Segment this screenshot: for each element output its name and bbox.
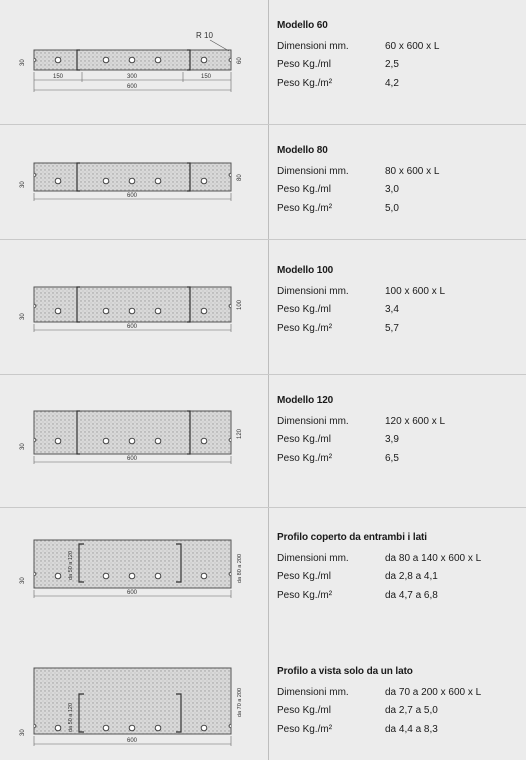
spec-value: da 70 a 200 x 600 x L	[385, 686, 482, 698]
spec-label: Peso Kg./m²	[277, 723, 333, 735]
inner-height-label: da 50 a 120	[68, 550, 74, 580]
spec-label: Dimensioni mm.	[277, 415, 349, 427]
dim-label: 300	[126, 74, 138, 80]
section-modello-60	[0, 0, 526, 124]
model-title: Modello 100	[277, 265, 334, 276]
panel-body	[34, 668, 231, 734]
spec-label: Peso Kg./m²	[277, 77, 333, 89]
total-width-label: 600	[126, 84, 138, 90]
spec-label: Dimensioni mm.	[277, 285, 349, 297]
spec-value: 3,4	[385, 304, 399, 316]
profile-drawing-vista	[0, 642, 268, 760]
spec-value: da 2,8 a 4,1	[385, 571, 438, 583]
height-label: da 80 a 200	[237, 553, 243, 583]
spec-value: da 2,7 a 5,0	[385, 705, 438, 717]
model-title: Profilo coperto da entrambi i lati	[277, 532, 427, 543]
total-width-label: 600	[126, 324, 138, 330]
spec-value: 120 x 600 x L	[385, 415, 446, 427]
spec-value: 5,0	[385, 202, 399, 214]
section-modello-100	[0, 240, 526, 374]
radius-label: R 10	[196, 31, 213, 40]
section-modello-120	[0, 375, 526, 507]
spec-value: 5,7	[385, 322, 399, 334]
profile-drawing-120	[0, 375, 268, 507]
spec-label: Peso Kg./m²	[277, 202, 333, 214]
height-label: 60	[237, 57, 243, 64]
spec-value: 60 x 600 x L	[385, 40, 440, 52]
profile-drawing-coperto	[0, 508, 268, 642]
spec-label: Peso Kg./m²	[277, 589, 333, 601]
dim-label: 150	[200, 74, 212, 80]
left-height-label: 30	[20, 443, 26, 450]
spec-label: Peso Kg./ml	[277, 434, 331, 446]
model-title: Profilo a vista solo da un lato	[277, 666, 413, 677]
left-height-label: 30	[20, 577, 26, 584]
section-modello-80	[0, 125, 526, 239]
spec-value: da 4,4 a 8,3	[385, 723, 438, 735]
spec-label: Dimensioni mm.	[277, 165, 349, 177]
spec-block	[277, 145, 439, 218]
height-label: 100	[237, 299, 243, 310]
spec-block	[277, 395, 445, 468]
height-label: 80	[237, 174, 243, 181]
spec-label: Peso Kg./ml	[277, 705, 331, 717]
spec-label: Peso Kg./ml	[277, 59, 331, 71]
panel-body	[34, 540, 231, 588]
spec-label: Peso Kg./ml	[277, 571, 331, 583]
spec-value: da 4,7 a 6,8	[385, 589, 438, 601]
spec-label: Peso Kg./m²	[277, 322, 333, 334]
spec-label: Dimensioni mm.	[277, 40, 349, 52]
profile-drawing-80	[0, 125, 268, 239]
spec-block	[277, 666, 481, 739]
model-title: Modello 120	[277, 395, 334, 406]
panel-body	[34, 163, 231, 191]
spec-label: Peso Kg./ml	[277, 184, 331, 196]
spec-block	[277, 532, 481, 605]
dim-label: 150	[52, 74, 64, 80]
spec-value: 100 x 600 x L	[385, 285, 446, 297]
profile-drawing-60	[0, 0, 268, 124]
inner-height-label: da 50 a 120	[68, 702, 74, 732]
spec-value: 80 x 600 x L	[385, 165, 440, 177]
spec-label: Peso Kg./ml	[277, 304, 331, 316]
section-profilo-vista	[0, 642, 526, 760]
model-title: Modello 60	[277, 20, 328, 31]
spec-label: Dimensioni mm.	[277, 686, 349, 698]
spec-value: 3,9	[385, 434, 399, 446]
profile-drawing-100	[0, 240, 268, 374]
model-title: Modello 80	[277, 145, 328, 156]
left-height-label: 30	[20, 313, 26, 320]
left-height-label: 30	[20, 59, 26, 66]
height-label: 120	[237, 428, 243, 439]
spec-value: 3,0	[385, 184, 399, 196]
spec-block	[277, 265, 445, 338]
spec-label: Peso Kg./m²	[277, 452, 333, 464]
spec-value: da 80 a 140 x 600 x L	[385, 552, 482, 564]
total-width-label: 600	[126, 738, 138, 744]
left-height-label: 30	[20, 729, 26, 736]
total-width-label: 600	[126, 456, 138, 462]
total-width-label: 600	[126, 590, 138, 596]
spec-label: Dimensioni mm.	[277, 552, 349, 564]
panel-body	[34, 287, 231, 322]
spec-block	[277, 20, 439, 93]
total-width-label: 600	[126, 193, 138, 199]
section-profilo-coperto	[0, 508, 526, 642]
spec-value: 6,5	[385, 452, 399, 464]
panel-body	[34, 411, 231, 454]
spec-value: 2,5	[385, 59, 399, 71]
spec-value: 4,2	[385, 77, 399, 89]
height-label: da 70 a 200	[237, 687, 243, 717]
left-height-label: 30	[20, 181, 26, 188]
